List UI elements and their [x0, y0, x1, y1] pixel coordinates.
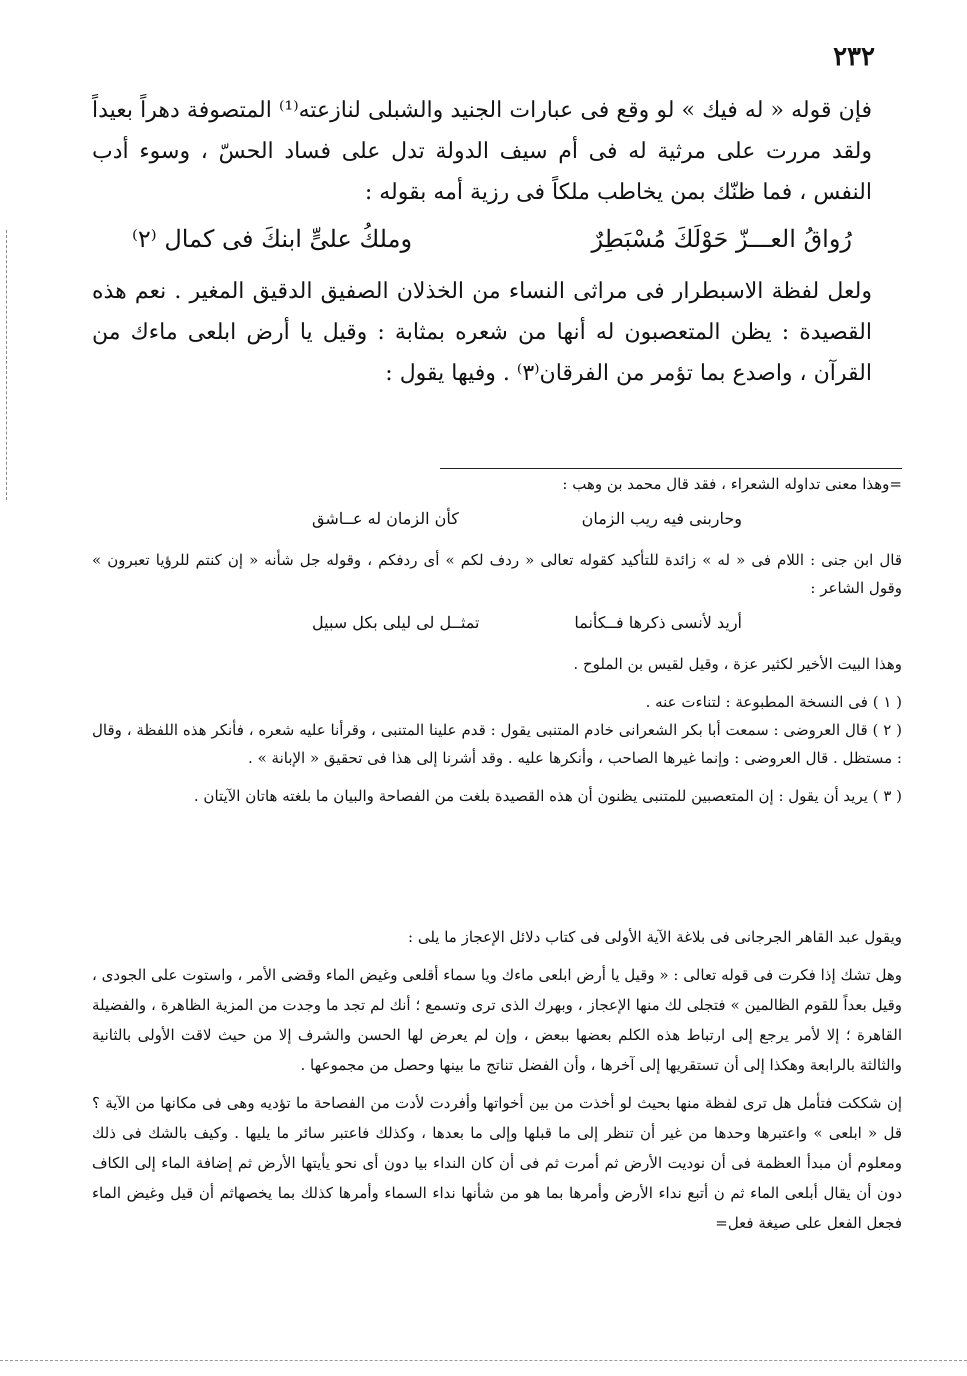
footnote-verse-1 [312, 504, 742, 534]
main-text [92, 90, 872, 394]
footnote-verse-2-first: أريد لأنسى ذكرها فــكأنما [574, 613, 742, 632]
jurjani-quote [92, 922, 902, 1238]
main-paragraph-2: ولعل لفظة الاسبطرار فى مراثى النساء من الخذلان الصفيق الدقيق المغير . نعم هذه القصيدة : يظن المتعصبون له أنها من شعره بمثابة : وقيل يا أرض ابلعى ماءك من القرآن ، واصدع بما تؤمر من الفرقان⁽٣⁾ . وفيها يقول : [92, 279, 872, 386]
scan-edge-bottom [0, 1360, 967, 1361]
verse-second-hemistich: وملكُ علىٍّ ابنكَ فى كمال ⁽٢⁾ [132, 225, 413, 253]
quote-intro: ويقول عبد القاهر الجرجانى فى بلاغة الآية الأولى فى كتاب دلائل الإعجاز ما يلى : [408, 928, 902, 946]
scan-edge-left [6, 230, 7, 500]
footnote-intro: =وهذا معنى تداوله الشعراء ، فقد قال محمد بن وهب : [562, 475, 902, 493]
main-verse [132, 217, 852, 261]
quote-paragraph-2: إن شككت فتأمل هل ترى لفظة منها بحيث لو أخذت من بين أخواتها وأفردت لأدت من الفصاحة ما تؤديه وهى فى مكانها من الآية ؟ قل « ابلعى » واعتبرها وحدها من غير أن تنظر إلى ما قبلها وإلى ما بعدها ، وكذلك فاعتبر سائر ما يليها . وكيف بالشك فى ذلك ومعلوم أن مبدأ العظمة فى أن نوديت الأرض ثم أمرت ثم فى أن كان النداء بيا دون أى نحو يأيتها الأرض ثم إضافة الماء إلى الكاف دون أن يقال أبلعى الماء ثم ن أتبع نداء الأرض وأمرها بما هو من شأنها نداء السماء وأمرها كذلك بما يخصهاثم أن قيل وغيض الماء فجعل الفعل على صيغة فعل= [92, 1094, 902, 1232]
page-number: ٢٣٢ [833, 42, 875, 72]
quote-paragraph-1: وهل تشك إذا فكرت فى قوله تعالى : « وقيل يا أرض ابلعى ماءك ويا سماء أقلعى وغيض الماء وقضى الأمر ، واستوت على الجودى ، وقيل بعداً للقوم الظالمين » فتجلى لك منها الإعجاز ، وبهرك الذى ترى وتسمع ؛ أنك لم تجد ما وجدت من المزية الظاهرة ، والفضيلة القاهرة ؛ إلا لأمر يرجع إلى ارتباط هذه الكلم بعضها ببعض ، وإن لم يعرض لها الحسن والشرف إلا من حيث لاقت الأولى بالثانية والثالثة بالرابعة وهكذا إلى أن تستقريها إلى آخرها ، وأن الفضل تناتج ما بينها وحصل من مجموعها . [92, 966, 902, 1074]
footnotes [92, 470, 902, 810]
main-paragraph-1: فإن قوله « له فيك » لو وقع فى عبارات الجنيد والشبلى لنازعته⁽¹⁾ المتصوفة دهراً بعيداً ولقد مررت على مرثية له فى أم سيف الدولة تدل على فساد الحسّ ، وسوء أدب النفس ، فما ظنّك بمن يخاطب ملكاً فى رزية أمه بقوله : [92, 98, 872, 205]
footnote-verse-2 [312, 608, 742, 638]
footnote-verse-1-second: كأن الزمان له عــاشق [312, 509, 459, 528]
verse-first-hemistich: رُواقُ العـــزّ حَوْلَكَ مُسْبَطِرٌ [591, 225, 852, 253]
footnote-verse-2-second: تمثــل لى ليلى بكل سبيل [312, 613, 480, 632]
footnote-2: ( ٢ ) قال العروضى : سمعت أبا بكر الشعرانى خادم المتنبى يقول : قدم علينا المتنبى ، وقرأنا عليه شعره ، فأنكر هذه اللفظة ، وقال : مستظل . قال العروضى : وإنما غيرها الصاحب ، وأنكرها عليه . وقد أشرنا إلى هذا فى تحقيق « الإبانة » . [92, 721, 902, 767]
footnote-verse-1-first: وحاربنى فيه ريب الزمان [581, 509, 742, 528]
footnote-ibn-jinni: قال ابن جنى : اللام فى « له » زائدة للتأكيد كقوله تعالى « ردف لكم » أى ردفكم ، وقوله جل شأنه « إن كنتم للرؤيا تعبرون » وقول الشاعر : [92, 551, 902, 597]
footnote-1: ( ١ ) فى النسخة المطبوعة : لتناءت عنه . [645, 693, 902, 711]
footnote-verse-attribution: وهذا البيت الأخير لكثير عزة ، وقيل لقيس بن الملوح . [573, 655, 902, 673]
footnote-separator [440, 468, 902, 469]
footnote-3: ( ٣ ) يريد أن يقول : إن المتعصبين للمتنبى يظنون أن هذه القصيدة بلغت من الفصاحة والبيان ما بلغته هاتان الآيتان . [193, 787, 902, 805]
